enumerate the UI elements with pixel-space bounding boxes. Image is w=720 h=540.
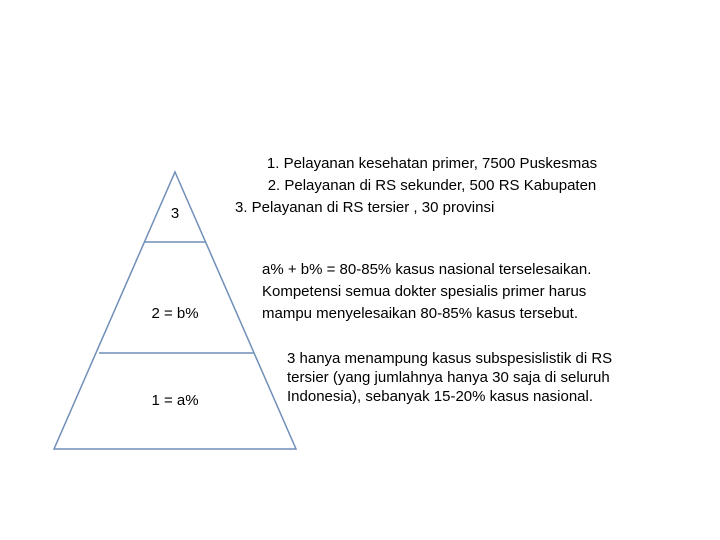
middle-note-line: mampu menyelesaikan 80-85% kasus tersebut. [262, 305, 578, 322]
pyramid-level-middle-label: 2 = b% [151, 305, 199, 322]
middle-notes [262, 259, 682, 325]
top-notes [222, 153, 642, 219]
pyramid-level-top-label: 3 [170, 205, 180, 222]
bottom-note-line: Indonesia), sebanyak 15-20% kasus nasional. [287, 388, 594, 405]
bottom-notes [287, 349, 707, 406]
pyramid-level-bottom-label: 1 = a% [151, 392, 199, 409]
top-note-line: 3. Pelayanan di RS tersier , 30 provinsi [235, 199, 495, 216]
middle-note-line: a% + b% = 80-85% kasus nasional terselesaikan. [262, 261, 592, 278]
bottom-note-line: 3 hanya menampung kasus subspesislistik di RS [287, 350, 613, 367]
bottom-note-line: tersier (yang jumlahnya hanya 30 saja di seluruh [287, 369, 610, 386]
top-note-line: 1. Pelayanan kesehatan primer, 7500 Puskesmas [266, 155, 598, 172]
top-note-line: 2. Pelayanan di RS sekunder, 500 RS Kabupaten [267, 177, 597, 194]
middle-note-line: Kompetensi semua dokter spesialis primer harus [262, 283, 587, 300]
